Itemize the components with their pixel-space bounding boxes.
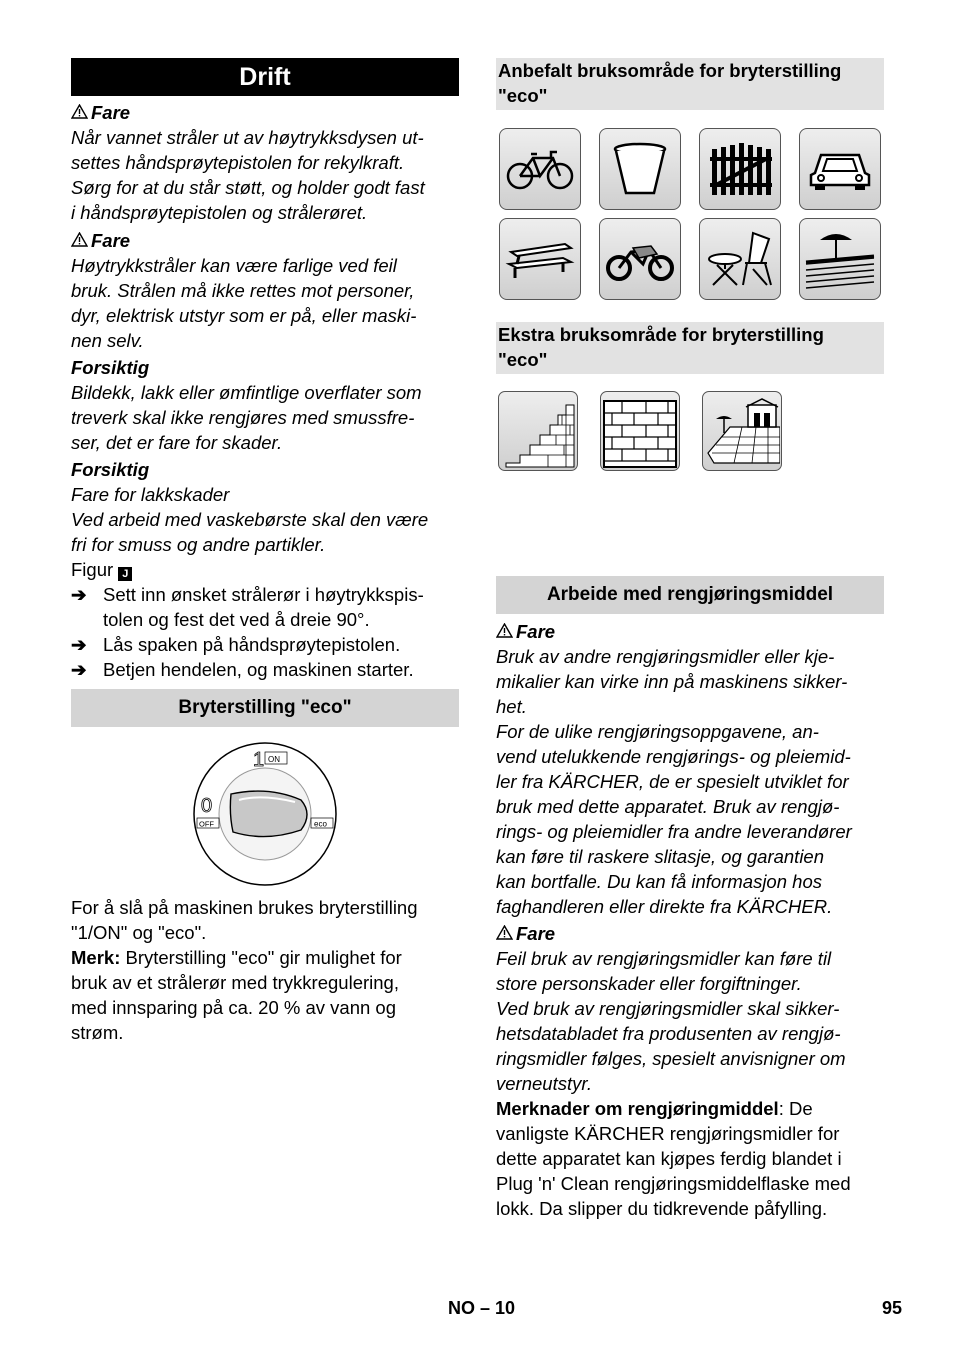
car-icon bbox=[799, 128, 881, 210]
switch-illustration bbox=[191, 742, 341, 887]
warning-label: Fare bbox=[496, 619, 884, 644]
warning-label: Fare bbox=[496, 921, 884, 946]
caution-text: Bildekk, lakk eller ømfintlige overflater som treverk skal ikke rengjøres med smussfre- ser, det er fare for skader. bbox=[71, 382, 422, 453]
extra-usage-heading: Ekstra bruksområde for bryterstilling "eco" bbox=[496, 322, 884, 374]
extra-usage-icons bbox=[498, 391, 884, 471]
caution-text: Fare for lakkskader Ved arbeid med vaskebørste skal den være fri for smuss og andre partikler. bbox=[71, 484, 429, 555]
detergent-notes: Merknader om rengjøringmiddel: De vanligste KÄRCHER rengjøringsmidler for dette apparatet kan kjøpes ferdig blandet i Plug 'n' Clean rengjøringsmiddelflaske med lokk. Da slipper du tidkrevende påfylling. bbox=[496, 1098, 851, 1219]
bench-icon bbox=[499, 218, 581, 300]
svg-text:0: 0 bbox=[201, 795, 213, 817]
warning-text: Bruk av andre rengjøringsmidler eller kje- mikalier kan virke inn på maskinens sikker- het. For de ulike rengjøringsoppgavene, an- vend utelukkende rengjørings- og pleiemid- ler fra KÄRCHER, de er spesielt utviklet for bruk med dette apparatet. Bruk av rengjø- rings- og pleiemidler fra andre leverandører kan føre til raskere slitasje, og garantien kan bortfalle. Du kan få informasjon hos faghandleren eller direkte fra KÄRCHER. bbox=[496, 646, 852, 917]
list-item: ➔ Betjen hendelen, og maskinen starter. bbox=[71, 659, 414, 680]
arrow-right-icon: ➔ bbox=[71, 584, 87, 605]
warning-text: Når vannet stråler ut av høytrykksdysen ut- settes håndsprøytepistolen for rekylkraft. Sørg for at du står støtt, og holder godt fast i håndsprøytepistolen og strålerøret. bbox=[71, 127, 425, 223]
warning-triangle-icon bbox=[71, 100, 91, 125]
svg-text:OFF: OFF bbox=[199, 819, 214, 829]
warning-triangle-icon bbox=[71, 228, 91, 253]
caution-label: Forsiktig bbox=[71, 459, 150, 480]
section-heading-detergent: Arbeide med rengjøringsmiddel bbox=[496, 576, 884, 614]
patio-furniture-icon bbox=[699, 218, 781, 300]
stone-stairs-icon bbox=[498, 391, 578, 471]
note-paragraph: Merk: Bryterstilling "eco" gir mulighet for bruk av et strålerør med trykkregulering, med innsparing på ca. 20 % av vann og strøm. bbox=[71, 947, 402, 1043]
figure-reference: Figur J bbox=[71, 557, 459, 582]
figure-box-icon: J bbox=[118, 567, 132, 581]
brick-wall-icon bbox=[600, 391, 680, 471]
warning-label: Fare bbox=[71, 228, 459, 253]
svg-text:1: 1 bbox=[253, 749, 265, 771]
warning-text: Feil bruk av rengjøringsmidler kan føre til store personskader eller forgiftninger. Ved bruk av rengjøringsmidler skal sikker- hetsdatabladet fra produsenten av rengjø- ringsmidler følges, spesielt anvisnigner om verneutstyr. bbox=[496, 948, 846, 1094]
warning-triangle-icon bbox=[496, 921, 516, 946]
section-heading-eco: Bryterstilling "eco" bbox=[71, 689, 459, 727]
patio-paving-icon bbox=[702, 391, 782, 471]
warning-text: Høytrykkstråler kan være farlige ved feil bruk. Strålen må ikke rettes mot personer, dyr, elektrisk utstyr som er på, eller maski- nen selv. bbox=[71, 255, 417, 351]
eco-paragraph: For å slå på maskinen brukes bryterstilling "1/ON" og "eco". bbox=[71, 897, 418, 943]
warning-triangle-icon bbox=[496, 619, 516, 644]
motorcycle-icon bbox=[599, 218, 681, 300]
page-number: 95 bbox=[882, 1298, 903, 1318]
recommended-usage-heading: Anbefalt bruksområde for bryterstilling "eco" bbox=[496, 58, 884, 110]
svg-text:eco: eco bbox=[314, 819, 327, 829]
list-item: ➔ Sett inn ønsket strålerør i høytrykkspis- tolen og fest det ved å dreie 90°. bbox=[71, 584, 424, 630]
fence-icon bbox=[699, 128, 781, 210]
footer-section-code: NO – 10 bbox=[448, 1298, 516, 1318]
recommended-usage-icons bbox=[499, 128, 884, 300]
deck-umbrella-icon bbox=[799, 218, 881, 300]
svg-text:ON: ON bbox=[268, 755, 280, 764]
section-title-drift: Drift bbox=[71, 58, 459, 96]
right-column bbox=[496, 58, 884, 1221]
warning-label: Fare bbox=[71, 100, 459, 125]
steps-list bbox=[71, 582, 459, 682]
arrow-right-icon: ➔ bbox=[71, 659, 87, 680]
caution-label: Forsiktig bbox=[71, 357, 150, 378]
list-item: ➔ Lås spaken på håndsprøytepistolen. bbox=[71, 634, 401, 655]
flower-pot-icon bbox=[599, 128, 681, 210]
left-column bbox=[71, 58, 459, 1045]
bicycle-icon bbox=[499, 128, 581, 210]
arrow-right-icon: ➔ bbox=[71, 634, 87, 655]
